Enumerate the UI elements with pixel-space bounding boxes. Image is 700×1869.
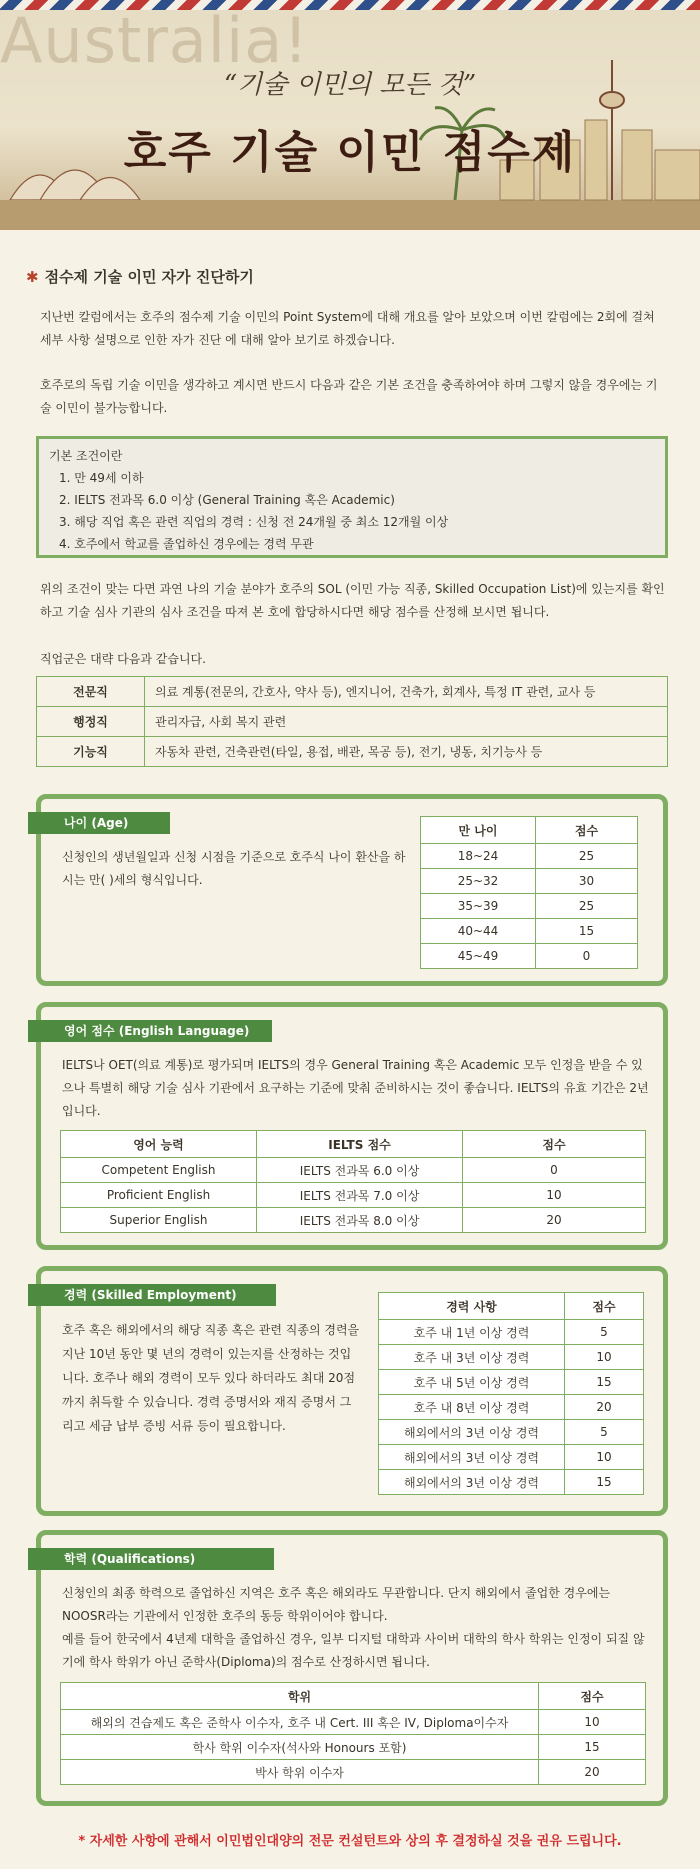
experience-points: 15 [565, 1370, 644, 1395]
table-row [61, 1735, 646, 1760]
experience-points: 5 [565, 1320, 644, 1345]
table-row [379, 1395, 644, 1420]
table-row [37, 677, 668, 707]
age-range: 25~32 [421, 869, 536, 894]
table-header-row [61, 1683, 646, 1710]
table-row [379, 1445, 644, 1470]
experience-item: 호주 내 8년 이상 경력 [379, 1395, 565, 1420]
english-points: 10 [463, 1183, 646, 1208]
table-header-row [61, 1131, 646, 1158]
experience-item: 호주 내 5년 이상 경력 [379, 1370, 565, 1395]
experience-points: 15 [565, 1470, 644, 1495]
intro-paragraph-1: 지난번 칼럼에서는 호주의 점수제 기술 이민의 Point System에 대해 개요를 알아 보았으며 이번 칼럼에는 2회에 걸쳐 세부 사항 설명으로 인한 자가 진단 에 대해 알아 보기로 하겠습니다. [40, 310, 655, 347]
degree-points: 15 [539, 1735, 646, 1760]
experience-points: 5 [565, 1420, 644, 1445]
occupation-category: 행정직 [37, 707, 145, 737]
age-range: 35~39 [421, 894, 536, 919]
table-header-row [379, 1293, 644, 1320]
occupation-description: 관리자급, 사회 복지 관련 [145, 707, 668, 737]
occupation-table [36, 676, 668, 767]
basic-conditions-box [36, 436, 668, 558]
column-header: 학위 [61, 1683, 539, 1710]
ielts-score: IELTS 전과목 6.0 이상 [257, 1158, 463, 1183]
footnote: * 자세한 사항에 관해서 이민법인대양의 전문 컨설턴트와 상의 후 결정하실 것을 권유 드립니다. [78, 1834, 622, 1849]
english-tag: 영어 점수 (English Language) [28, 1020, 272, 1042]
ielts-score: IELTS 전과목 8.0 이상 [257, 1208, 463, 1233]
table-header-row [421, 817, 638, 844]
table-row [421, 894, 638, 919]
table-row [379, 1420, 644, 1445]
experience-item: 호주 내 3년 이상 경력 [379, 1345, 565, 1370]
basic-conditions-title: 기본 조건이란 [49, 449, 123, 463]
table-row [421, 919, 638, 944]
occupation-description: 자동차 관련, 건축관련(타일, 용접, 배관, 목공 등), 전기, 냉동, 치기능사 등 [145, 737, 668, 767]
qualifications-table [60, 1682, 646, 1785]
table-row [61, 1208, 646, 1233]
age-range: 45~49 [421, 944, 536, 969]
degree-item: 박사 학위 이수자 [61, 1760, 539, 1785]
degree-item: 해외의 견습제도 혹은 준학사 이수자, 호주 내 Cert. III 혹은 IV, Diploma이수자 [61, 1710, 539, 1735]
experience-item: 해외에서의 3년 이상 경력 [379, 1470, 565, 1495]
age-description: 신청인의 생년월일과 신청 시점을 기준으로 호주식 나이 환산을 하시는 만( )세의 형식입니다. [62, 850, 406, 887]
column-header: IELTS 점수 [257, 1131, 463, 1158]
experience-points: 10 [565, 1345, 644, 1370]
table-row [61, 1158, 646, 1183]
basic-condition-item: 4. 호주에서 학교를 졸업하신 경우에는 경력 무관 [59, 537, 314, 551]
table-row [421, 869, 638, 894]
employment-tag: 경력 (Skilled Employment) [28, 1284, 276, 1306]
intro-heading [26, 266, 254, 287]
degree-points: 20 [539, 1760, 646, 1785]
intro-heading-text: 점수제 기술 이민 자가 진단하기 [44, 268, 254, 286]
occupation-description: 의료 계통(전문의, 간호사, 약사 등), 엔지니어, 건축가, 회계사, 특정 IT 관련, 교사 등 [145, 677, 668, 707]
age-points: 0 [536, 944, 638, 969]
degree-item: 학사 학위 이수자(석사와 Honours 포함) [61, 1735, 539, 1760]
qualifications-tag: 학력 (Qualifications) [28, 1548, 274, 1570]
age-points: 25 [536, 844, 638, 869]
experience-item: 해외에서의 3년 이상 경력 [379, 1445, 565, 1470]
age-range: 18~24 [421, 844, 536, 869]
basic-condition-item: 2. IELTS 전과목 6.0 이상 (General Training 혹은 Academic) [59, 493, 395, 507]
header-country: Australia! [0, 4, 310, 77]
column-header: 경력 사항 [379, 1293, 565, 1320]
table-row [37, 707, 668, 737]
star-icon: ✱ [26, 268, 39, 286]
english-level: Proficient English [61, 1183, 257, 1208]
age-points: 15 [536, 919, 638, 944]
english-points: 20 [463, 1208, 646, 1233]
age-points: 30 [536, 869, 638, 894]
header-title: 호주 기술 이민 점수제 [123, 127, 577, 178]
employment-table [378, 1292, 644, 1495]
qualifications-description-1: 신청인의 최종 학력으로 졸업하신 지역은 호주 혹은 해외라도 무관합니다. 단지 해외에서 졸업한 경우에는 NOOSR라는 기관에서 인정한 호주의 동등 학위이어야 합니다. [62, 1586, 611, 1623]
basic-condition-item: 3. 해당 직업 혹은 관련 직업의 경력 : 신청 전 24개월 중 최소 12개월 이상 [59, 515, 449, 529]
column-header: 영어 능력 [61, 1131, 257, 1158]
occupation-category: 전문직 [37, 677, 145, 707]
table-row [61, 1183, 646, 1208]
column-header: 점수 [539, 1683, 646, 1710]
english-points: 0 [463, 1158, 646, 1183]
qualifications-description-2: 예를 들어 한국에서 4년제 대학을 졸업하신 경우, 일부 디지털 대학과 사이버 대학의 학사 학위는 인정이 되질 않기에 학사 학위가 아닌 준학사(Diploma)의 점수로 산정하시면 됩니다. [62, 1632, 645, 1669]
age-range: 40~44 [421, 919, 536, 944]
header-banner [0, 0, 700, 230]
degree-points: 10 [539, 1710, 646, 1735]
column-header: 점수 [536, 817, 638, 844]
column-header: 점수 [463, 1131, 646, 1158]
experience-item: 호주 내 1년 이상 경력 [379, 1320, 565, 1345]
english-level: Competent English [61, 1158, 257, 1183]
experience-points: 20 [565, 1395, 644, 1420]
table-row [421, 944, 638, 969]
table-row [37, 737, 668, 767]
intro-paragraph-3: 위의 조건이 맞는 다면 과연 나의 기술 분야가 호주의 SOL (이민 가능 직종, Skilled Occupation List)에 있는지를 확인하고 기술 심사 기관의 심사 조건을 따져 본 호에 합당하시다면 해당 점수를 산정해 보시면 됩니다. [40, 582, 665, 619]
english-table [60, 1130, 646, 1233]
ielts-score: IELTS 전과목 7.0 이상 [257, 1183, 463, 1208]
experience-points: 10 [565, 1445, 644, 1470]
table-row [379, 1345, 644, 1370]
english-description: IELTS나 OET(의료 계통)로 평가되며 IELTS의 경우 General Training 혹은 Academic 모두 인정을 받을 수 있으나 특별히 해당 기술 심사 기관에서 요구하는 기준에 맞춰 준비하시는 것이 좋습니다. IELTS의 유효 기간은 2년입니다. [62, 1058, 649, 1118]
intro-paragraph-2: 호주로의 독립 기술 이민을 생각하고 계시면 반드시 다음과 같은 기본 조건을 충족하여야 하며 그렇지 않을 경우에는 기술 이민이 불가능합니다. [40, 378, 658, 415]
experience-item: 해외에서의 3년 이상 경력 [379, 1420, 565, 1445]
table-row [379, 1370, 644, 1395]
table-row [61, 1760, 646, 1785]
column-header: 점수 [565, 1293, 644, 1320]
table-row [61, 1710, 646, 1735]
employment-description: 호주 혹은 해외에서의 해당 직종 혹은 관련 직종의 경력을 지난 10년 동안 몇 년의 경력이 있는지를 산정하는 것입니다. 호주나 해외 경력이 모두 있다 하더라도 최대 20점까지 취득할 수 있습니다. 경력 증명서와 재직 증명서 그리고 세금 납부 증빙 서류 등이 필요합니다. [62, 1323, 360, 1433]
basic-condition-item: 1. 만 49세 이하 [59, 471, 144, 485]
table-row [379, 1470, 644, 1495]
table-row [421, 844, 638, 869]
english-level: Superior English [61, 1208, 257, 1233]
age-table [420, 816, 638, 969]
age-tag: 나이 (Age) [28, 812, 170, 834]
intro-paragraph-4: 직업군은 대략 다음과 같습니다. [40, 652, 206, 666]
column-header: 만 나이 [421, 817, 536, 844]
table-row [379, 1320, 644, 1345]
occupation-category: 기능직 [37, 737, 145, 767]
header-subtitle: “기술 이민의 모든 것” [223, 70, 477, 100]
age-points: 25 [536, 894, 638, 919]
